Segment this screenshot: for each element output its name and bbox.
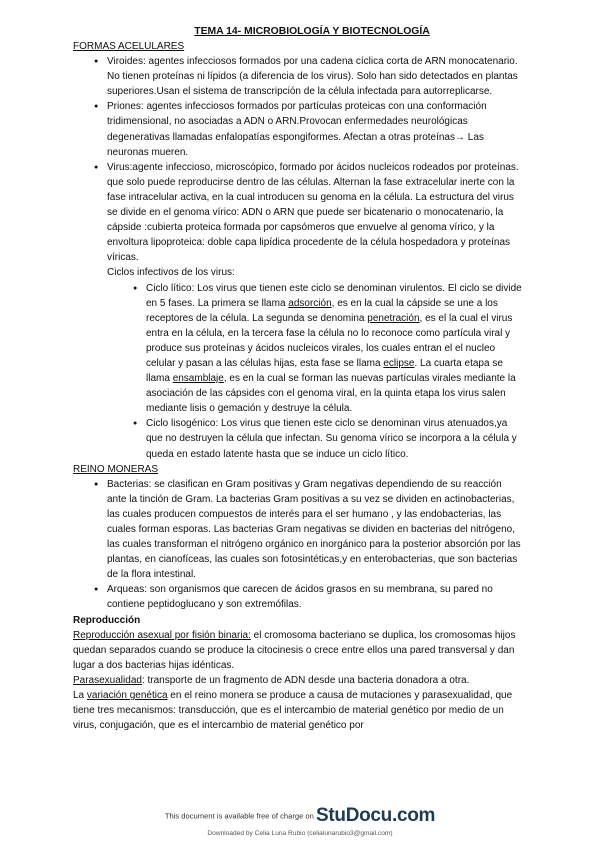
list-item-arqueas: ● Arqueas: son organismos que carecen de ácidos grasos en su membrana, su pared no contiene peptidoglucano y son extremófilas. [92, 582, 523, 612]
formas-list [73, 54, 523, 265]
studocu-logo-link[interactable]: StuDocu.com [315, 805, 436, 826]
ciclos-heading: Ciclos infectivos de los virus: [107, 267, 235, 279]
term-ensamblaje: ensamblaje [172, 373, 224, 385]
term-eclipse: eclipse [383, 357, 415, 369]
term-adsorcion: adsorción [288, 297, 332, 309]
list-item-viroides: ● Viroides: agentes infecciosos formados por una cadena cíclica corta de ARN monocatenario. No tienen proteínas ni lípidos (a diferencia de los virus). Solo han sido detectados en plantas superiores.Usan el sistema de transcripción de la célula infectada para autorreplicarse. [92, 54, 523, 99]
list-item-ciclo-lisogenico: ● Ciclo lisogénico: Los virus que tienen este ciclo se denominan virus atenuados,ya que no destruyen la célula que infectan. Su genoma vírico se incorpora a la célula y queda en estado latente hasta que se induce un ciclo lítico. [131, 416, 523, 461]
list-item-ciclo-litico: ● Ciclo lítico: Los virus que tienen este ciclo se denominan virulentos. El ciclo se divide en 5 fases. La primera se llama adsorción, es en la cual la cápside se une a los receptores de la célula. La segunda se denomina penetración, es el la cual el virus entra en la célula, en la tercera fase la célula no lo reconoce como partícula viral y produce sus proteínas y ácidos nucleicos virales, los cuales entran el el nucleo celular y pasan a las células hijas, esta fase se llama eclipse. La cuarta etapa se llama ensamblaje, es en la cual se forman las nuevas partículas virales mediante la asociación de las cápsides con el genoma viral, en la quinta etapa los virus salen mediante lisis o gemación y destruye la célula. [131, 281, 523, 417]
section-heading-reproduccion: Reproducción [73, 614, 141, 626]
download-credit: Downloaded by Celia Luna Rubio (celialunarubio3@gmail.com) [207, 830, 393, 837]
paragraph-variacion-genetica: La variación genética en el reino monera se produce a causa de mutaciones y parasexualidad, que tiene tres mecanismos: transducción, que es el intercambio de material genético por medio de un virus, conjugación, que es el intercambio de material genético por [73, 690, 513, 732]
page-title: TEMA 14- MICROBIOLOGÍA Y BIOTECNOLOGÍA [194, 26, 430, 37]
term-fision-binaria: Reproducción asexual por fisión binaria: [73, 629, 251, 641]
ciclos-list [73, 281, 523, 462]
document-body [73, 24, 523, 733]
term-penetracion: penetración [367, 312, 420, 324]
availability-text: This document is available free of charge on [164, 811, 314, 821]
paragraph-parasexualidad: Parasexualidad: transporte de un fragmento de ADN desde una bacteria donadora a otra. [73, 674, 470, 686]
list-item-priones: ● Priones: agentes infecciosos formados por partículas proteicas con una conformación tridimensional, no asociadas a ADN o ARN.Provocan enfermedades neurológicas degenerativas llamadas enfalopatías espongiformes. Afectan a otras proteínas→ Las neuronas mueren. [92, 99, 523, 159]
term-variacion-genetica: variación genética [86, 690, 168, 702]
term-parasexualidad: Parasexualidad [73, 674, 142, 686]
list-item-bacterias: ● Bacterias: se clasifican en Gram positivas y Gram negativas dependiendo de su reacción ante la tinción de Gram. La bacterias Gram positivas a su vez se dividen en actinobacterias, las cuales producen compuestos de interés para el ser humano , y las endobacterias, las cuales forman esporas. Las bacterias Gram negativas se dividen en bacterias del nitrógeno, las cuales transforman el nitrógeno orgánico en inorgánico para la posterior absorción por las plantas, en cianofíceas, las cuales son fotosintéticas,y en enterobacterias, que son bacterias de la flora intestinal. [92, 477, 523, 583]
list-item-virus: ● Virus:agente infeccioso, microscópico, formado por ácidos nucleicos rodeados por proteínas. que solo puede reproducirse dentro de las células. Alternan la fase extracelular inerte con la fase intracelular activa, en la cual introducen su genoma en la célula. La estructura del virus se divide en el genoma vírico: ADN o ARN que puede ser bicatenario o monocatenario, la cápside :cubierta proteica formada por capsómeros que envuelve al genoma vírico, y la envoltura lipoproteica: doble capa lipídica procedente de la célula hospedadora y proteínas víricas. [92, 160, 523, 266]
availability-footer [0, 805, 600, 827]
section-heading-reino-moneras: REINO MONERAS [73, 463, 159, 475]
section-heading-formas-acelulares: FORMAS ACELULARES [73, 41, 185, 52]
paragraph-fision-binaria: Reproducción asexual por fisión binaria: el cromosoma bacteriano se duplica, los cromosomas hijos quedan separados cuando se produce la citocinesis o crece entre ellos una pared transversal y dan lugar a dos bacterias hijas idénticas. [73, 629, 516, 671]
moneras-list [73, 477, 523, 613]
